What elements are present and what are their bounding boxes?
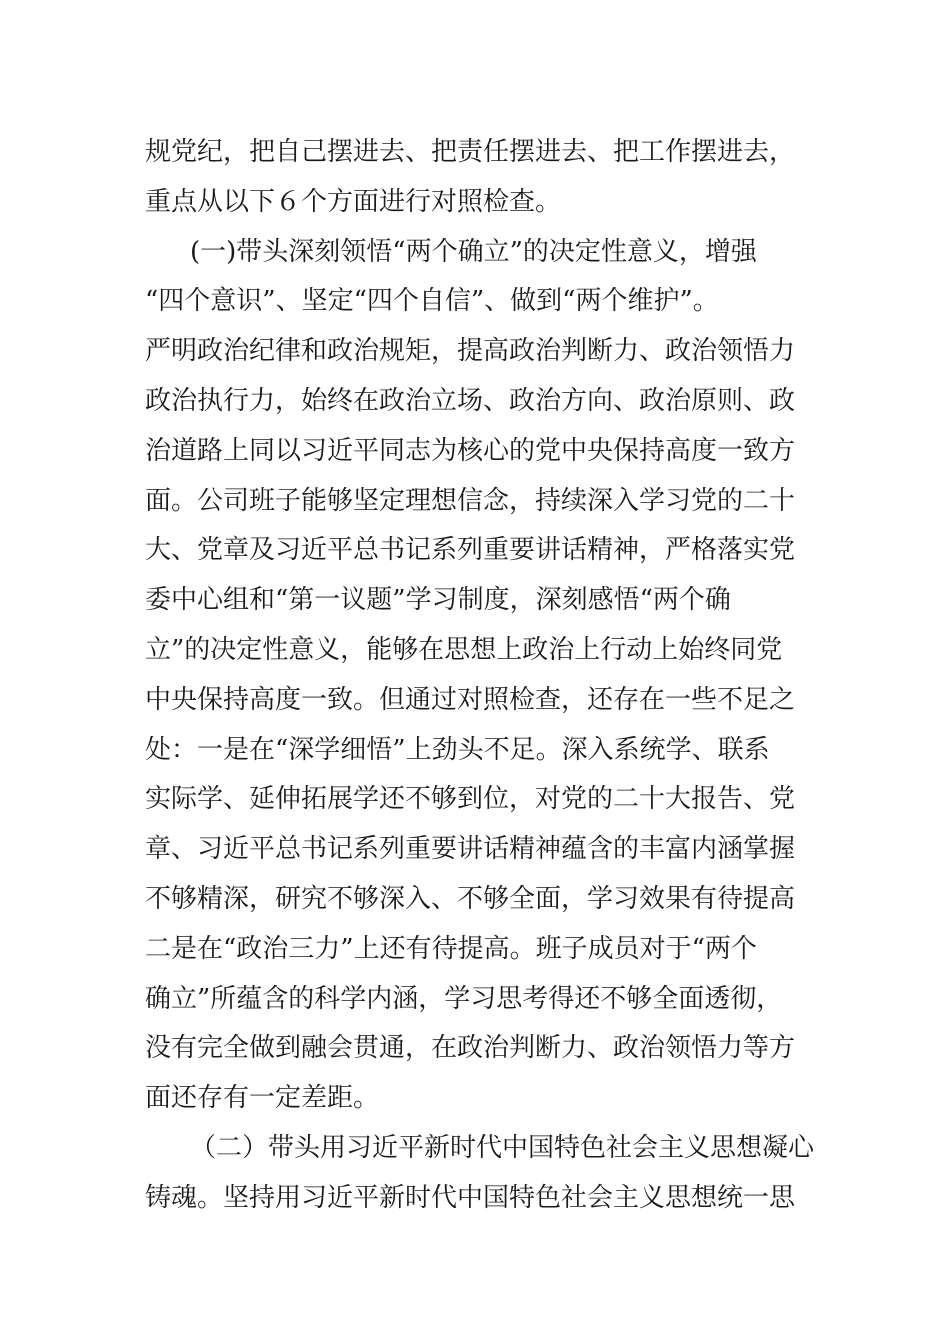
body-text xyxy=(145,128,825,1224)
text-line: 二是在“政治三力”上还有待提高。班子成员对于“两个 xyxy=(145,933,757,964)
text-line: 重点从以下６个方面进行对照检查。 xyxy=(145,186,562,217)
text-line: 铸魂。坚持用习近平新时代中国特色社会主义思想统一思 xyxy=(145,1182,796,1213)
text-line: 处：一是在“深学细悟”上劲头不足。深入系统学、联系 xyxy=(145,734,770,765)
text-line: 大、党章及习近平总书记系列重要讲话精神，严格落实党 xyxy=(145,535,796,566)
text-line: 没有完全做到融会贯通，在政治判断力、政治领悟力等方 xyxy=(145,1033,796,1064)
text-line: 规党纪，把自己摆进去、把责任摆进去、把工作摆进去， xyxy=(145,137,796,167)
text-line: 立”的决定性意义，能够在思想上政治上行动上始终同党 xyxy=(145,634,783,665)
text-line: 中央保持高度一致。但通过对照检查，还存在一些不足之 xyxy=(145,684,796,715)
text-line: 章、习近平总书记系列重要讲话精神蕴含的丰富内涵掌握 xyxy=(145,834,796,865)
text-line: 面。公司班子能够坚定理想信念，持续深入学习党的二十 xyxy=(145,485,796,516)
text-line: 不够精深，研究不够深入、不够全面，学习效果有待提高 xyxy=(145,883,796,914)
text-line: 严明政治纪律和政治规矩，提高政治判断力、政治领悟力 xyxy=(145,336,796,367)
text-line: 政治执行力，始终在政治立场、政治方向、政治原则、政 xyxy=(145,385,796,416)
text-line: “四个意识”、坚定“四个自信”、做到“两个维护”。 xyxy=(145,286,719,317)
text-line: 实际学、延伸拓展学还不够到位，对党的二十大报告、党 xyxy=(145,784,796,815)
section-heading-line: （二）带头用习近平新时代中国特色社会主义思想凝心 xyxy=(190,1132,815,1163)
text-line: 面还存有一定差距。 xyxy=(145,1083,380,1114)
text-line: 治道路上同以习近平同志为核心的党中央保持高度一致方 xyxy=(145,435,796,466)
text-line: 确立”所蕴含的科学内涵，学习思考得还不够全面透彻， xyxy=(145,983,783,1014)
section-heading-line: (一)带头深刻领悟“两个确立”的决定性意义，增强 xyxy=(190,236,757,267)
text-line: 委中心组和“第一议题”学习制度，深刻感悟“两个确 xyxy=(145,585,731,616)
